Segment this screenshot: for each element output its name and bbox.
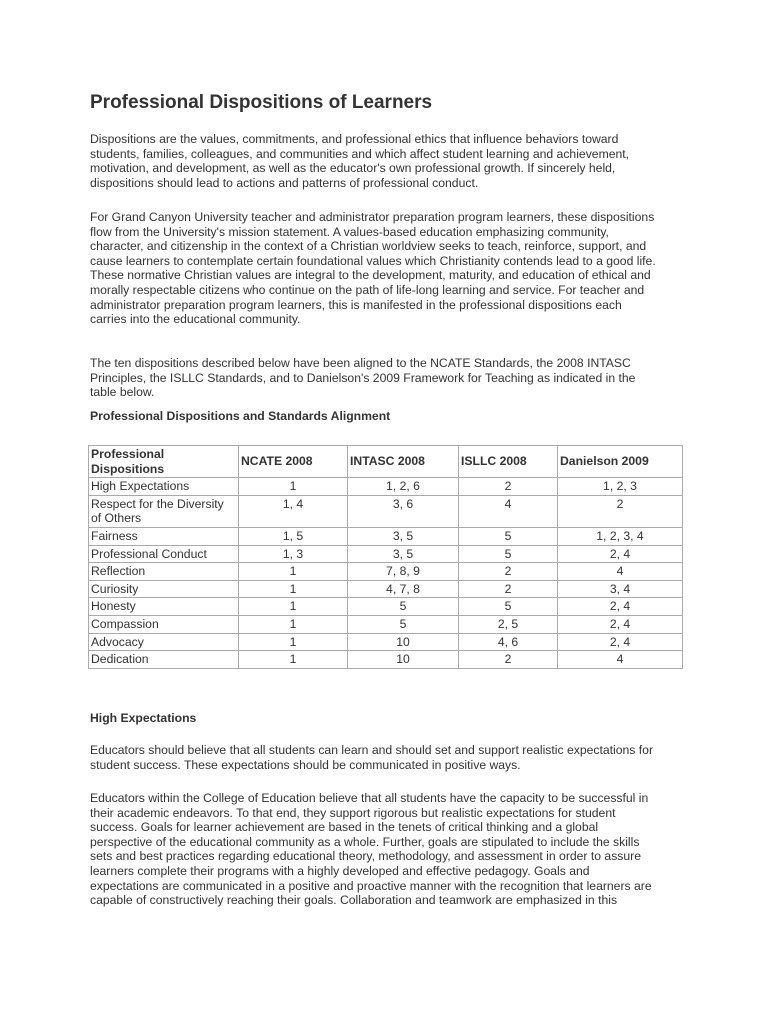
standard-cell: 2, 4 (558, 633, 683, 651)
text-line: student success. These expectations should be communicated in positive ways. (90, 757, 521, 772)
text-line: For Grand Canyon University teacher and administrator preparation program learners, these dispositions (90, 210, 655, 224)
standard-cell: 3, 5 (348, 527, 459, 545)
disposition-name-cell: High Expectations (89, 478, 239, 496)
standard-cell: 5 (459, 527, 558, 545)
standard-cell: 2 (459, 478, 558, 496)
standard-cell: 4 (558, 651, 683, 669)
standard-cell: 1 (239, 580, 348, 598)
standard-cell: 3, 6 (348, 495, 459, 527)
standard-cell: 1, 2, 3 (558, 478, 683, 496)
standard-cell: 3, 5 (348, 545, 459, 563)
text-line: table below. (90, 385, 155, 400)
standard-cell: 5 (459, 598, 558, 616)
standard-cell: 1 (239, 651, 348, 669)
text-line: Educators should believe that all students can learn and should set and support realistic expectations for (90, 743, 653, 757)
alignment-paragraph (90, 356, 635, 400)
page-title: Professional Dispositions of Learners (90, 92, 433, 113)
standard-cell: 3, 4 (558, 580, 683, 598)
standard-cell: 10 (348, 651, 459, 669)
text-line: perspective of the educational community as a whole. Further, goals are stipulated to include the skills (90, 834, 640, 849)
text-line: character, and citizenship in the context of a Christian worldview seeks to teach, reinforce, support, and (90, 239, 647, 254)
section-paragraph (90, 743, 653, 772)
text-line: their academic endeavors. To that end, they support rigorous but realistic expectations for student (90, 805, 616, 820)
table-row (89, 545, 683, 563)
mission-paragraph (90, 210, 656, 327)
standard-cell: 2 (459, 563, 558, 581)
table-row (89, 651, 683, 669)
disposition-name-cell: Advocacy (89, 633, 239, 651)
text-line: The ten dispositions described below have been aligned to the NCATE Standards, the 2008 INTASC (90, 356, 631, 370)
disposition-name-cell: Professional Conduct (89, 545, 239, 563)
column-header: NCATE 2008 (239, 446, 348, 478)
standard-cell: 2, 4 (558, 545, 683, 563)
text-line: dispositions should lead to actions and patterns of professional conduct. (90, 175, 479, 190)
text-line: Dispositions are the values, commitments, and professional ethics that influence behaviors toward (90, 132, 619, 146)
text-line: Principles, the ISLLC Standards, and to Danielson's 2009 Framework for Teaching as indicated in the (90, 370, 636, 385)
column-header: Professional Dispositions (89, 446, 239, 478)
standard-cell: 1, 2, 6 (348, 478, 459, 496)
standard-cell: 1, 2, 3, 4 (558, 527, 683, 545)
standard-cell: 2, 5 (459, 615, 558, 633)
table-header-row (89, 446, 683, 478)
standard-cell: 2 (558, 495, 683, 527)
text-line: capable of constructively reaching their goals. Collaboration and teamwork are emphasized in this (90, 893, 618, 908)
standard-cell: 1, 5 (239, 527, 348, 545)
table-row (89, 615, 683, 633)
standard-cell: 4, 7, 8 (348, 580, 459, 598)
text-line: These normative Christian values are integral to the development, maturity, and education of ethical and (90, 268, 651, 283)
standard-cell: 2, 4 (558, 615, 683, 633)
column-header: Danielson 2009 (558, 446, 683, 478)
standard-cell: 10 (348, 633, 459, 651)
standard-cell: 7, 8, 9 (348, 563, 459, 581)
text-line: motivation, and development, as well as the educator's own professional growth. If sincerely held, (90, 161, 616, 176)
standard-cell: 4 (558, 563, 683, 581)
table-heading: Professional Dispositions and Standards Alignment (90, 409, 391, 423)
disposition-name-cell: Honesty (89, 598, 239, 616)
table-row (89, 495, 683, 527)
disposition-name-cell: Curiosity (89, 580, 239, 598)
standard-cell: 2, 4 (558, 598, 683, 616)
text-line: success. Goals for learner achievement are based in the tenets of critical thinking and a global (90, 820, 599, 835)
text-line: expectations are communicated in a positive and proactive manner with the recognition that learners are (90, 878, 652, 893)
section-heading: High Expectations (90, 711, 197, 725)
standard-cell: 5 (348, 598, 459, 616)
standard-cell: 1 (239, 615, 348, 633)
column-header: ISLLC 2008 (459, 446, 558, 478)
text-line: learners complete their programs with a highly developed and effective pedagogy. Goals and (90, 863, 590, 878)
standard-cell: 2 (459, 651, 558, 669)
text-line: carries into the educational community. (90, 312, 301, 327)
standard-cell: 1, 4 (239, 495, 348, 527)
standard-cell: 5 (459, 545, 558, 563)
standard-cell: 4, 6 (459, 633, 558, 651)
text-line: sets and best practices regarding educational theory, methodology, and assessment in order to assure (90, 849, 642, 864)
table-row (89, 598, 683, 616)
column-header: INTASC 2008 (348, 446, 459, 478)
text-line: Educators within the College of Education believe that all students have the capacity to be successful in (90, 791, 649, 805)
text-line: administrator preparation program learners, this is manifested in the professional dispositions each (90, 297, 622, 312)
disposition-name-cell: Fairness (89, 527, 239, 545)
text-line: students, families, colleagues, and communities and which affect student learning and achievement, (90, 146, 630, 161)
disposition-name-cell: Respect for the Diversity of Others (89, 495, 239, 527)
standard-cell: 1 (239, 478, 348, 496)
disposition-name-cell: Reflection (89, 563, 239, 581)
text-line: morally respectable citizens who continue on the path of life-long learning and service. For teacher and (90, 282, 645, 297)
table-row (89, 563, 683, 581)
table-row (89, 527, 683, 545)
standard-cell: 1 (239, 598, 348, 616)
table-row (89, 633, 683, 651)
disposition-name-cell: Compassion (89, 615, 239, 633)
text-line: flow from the University's mission statement. A values-based education emphasizing community, (90, 224, 609, 239)
text-line: cause learners to contemplate certain foundational values which Christianity contends lead to a good life. (90, 253, 656, 268)
standard-cell: 2 (459, 580, 558, 598)
section-paragraph (90, 791, 652, 908)
standard-cell: 1 (239, 633, 348, 651)
standard-cell: 4 (459, 495, 558, 527)
disposition-name-cell: Dedication (89, 651, 239, 669)
standards-alignment-table (88, 445, 683, 669)
table-row (89, 478, 683, 496)
standard-cell: 5 (348, 615, 459, 633)
standard-cell: 1, 3 (239, 545, 348, 563)
standard-cell: 1 (239, 563, 348, 581)
intro-paragraph (90, 132, 629, 190)
table-row (89, 580, 683, 598)
